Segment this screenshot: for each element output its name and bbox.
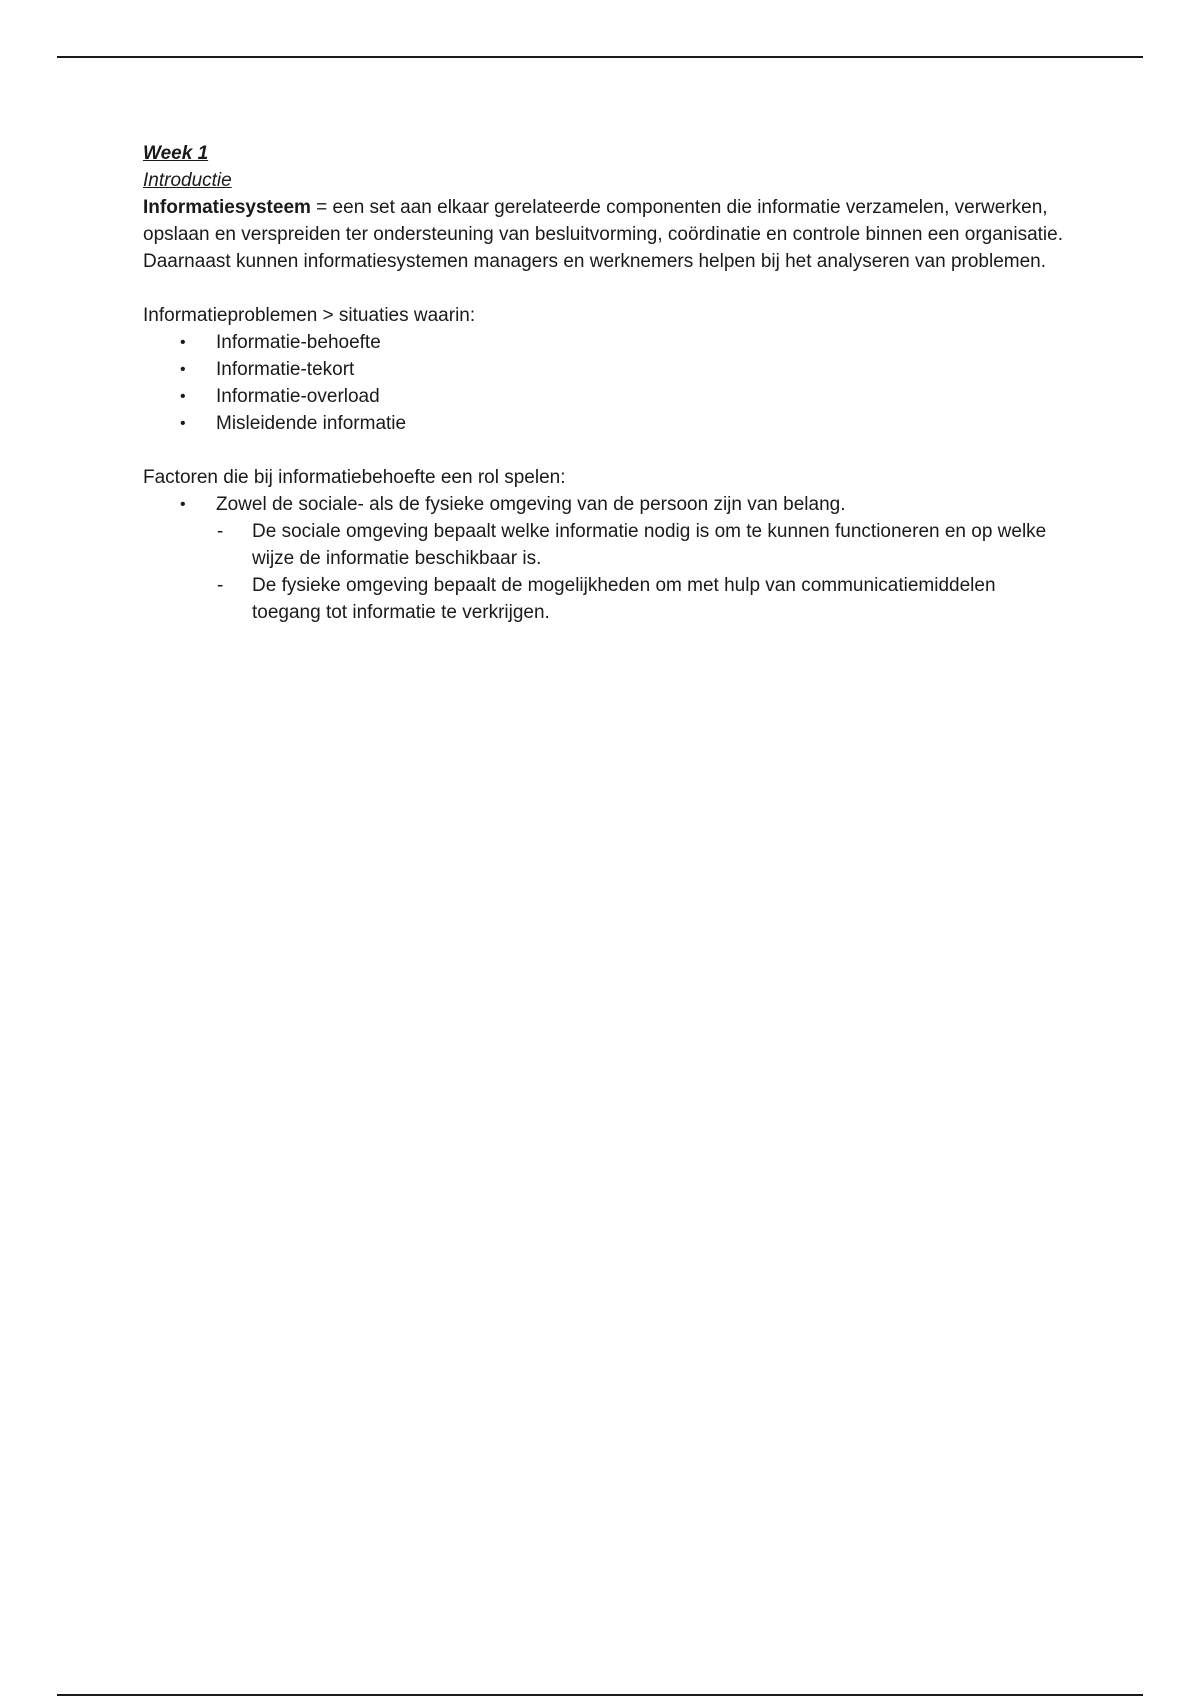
list-item-label: Zowel de sociale- als de fysieke omgeving van de persoon zijn van belang. xyxy=(216,494,846,515)
dash-icon: - xyxy=(217,521,224,542)
definition-term: Informatiesysteem xyxy=(143,197,311,218)
week-title: Week 1 xyxy=(143,143,209,164)
definition-paragraph xyxy=(143,194,1063,275)
problems-list xyxy=(143,329,1063,437)
dash-icon: - xyxy=(217,575,224,596)
list-item xyxy=(143,491,1063,626)
problems-intro: Informatieproblemen > situaties waarin: xyxy=(143,305,476,326)
sublist-item-label: De fysieke omgeving bepaalt de mogelijkheden om met hulp van communicatiemiddelen toegang tot informatie te verkrijgen. xyxy=(252,575,996,623)
list-item-label: Informatie-behoefte xyxy=(216,332,381,353)
factors-sublist xyxy=(216,518,1063,626)
bullet-icon: • xyxy=(180,388,186,405)
sublist-item-label: De sociale omgeving bepaalt welke informatie nodig is om te kunnen functioneren en op welke wijze de informatie beschikbaar is. xyxy=(252,521,1047,569)
list-item-label: Misleidende informatie xyxy=(216,413,407,434)
bullet-icon: • xyxy=(180,334,186,351)
page-bottom-rule xyxy=(57,1694,1143,1696)
list-item-label: Informatie-tekort xyxy=(216,359,355,380)
definition-text: = een set aan elkaar gerelateerde componenten die informatie verzamelen, verwerken, opslaan en verspreiden ter ondersteuning van besluitvorming, coördinatie en controle binnen een organisatie. Daarnaast kunnen informatiesystemen managers en werknemers helpen bij het analyseren van problemen. xyxy=(143,197,1063,272)
list-item-label: Informatie-overload xyxy=(216,386,380,407)
factors-list xyxy=(143,491,1063,626)
list-item xyxy=(143,329,1063,356)
page-top-rule xyxy=(57,56,1143,58)
paragraph-spacer xyxy=(143,437,1063,464)
paragraph-spacer xyxy=(143,275,1063,302)
bullet-icon: • xyxy=(180,496,186,513)
list-item xyxy=(143,383,1063,410)
factors-intro: Factoren die bij informatiebehoefte een rol spelen: xyxy=(143,467,566,488)
document-body xyxy=(143,140,1063,626)
sublist-item xyxy=(216,518,1063,572)
bullet-icon: • xyxy=(180,361,186,378)
list-item xyxy=(143,356,1063,383)
section-title: Introductie xyxy=(143,170,232,191)
bullet-icon: • xyxy=(180,415,186,432)
list-item xyxy=(143,410,1063,437)
sublist-item xyxy=(216,572,1063,626)
